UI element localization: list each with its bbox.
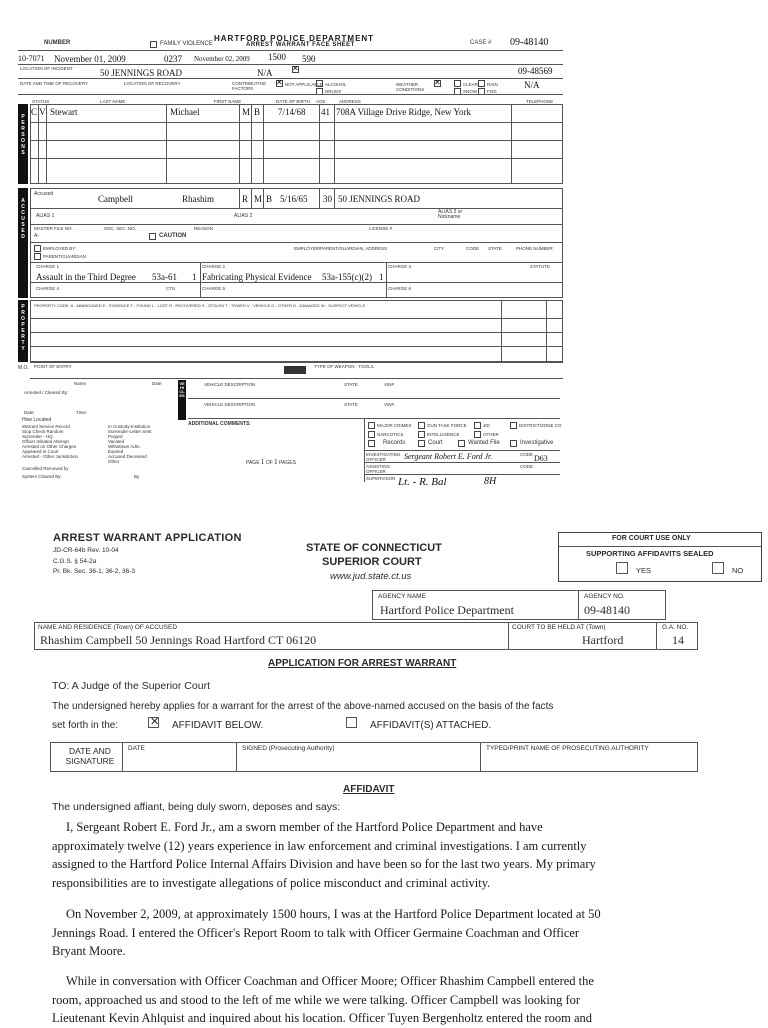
option: Accused Deceased: [108, 454, 147, 459]
time-of-incident: 0237: [164, 54, 182, 64]
page-label: PAGE: [246, 460, 260, 466]
age-label: AGE: [316, 99, 326, 104]
date-of-incident: November 01, 2009: [54, 54, 126, 64]
application-heading: APPLICATION FOR ARREST WARRANT: [268, 658, 457, 669]
option: Appeared in Court: [22, 449, 59, 454]
related-case-2: N/A: [524, 80, 540, 90]
vehicle-desc-label-2: VEHICLE DESCRIPTION: [204, 402, 256, 407]
date-time-recovery-label: DATE AND TIME OF RECOVERY: [20, 81, 89, 86]
case-number: 09-48140: [510, 37, 549, 48]
department-title: HARTFORD POLICE DEPARTMENT: [214, 34, 375, 43]
accused-first-name: Rhashim: [182, 194, 215, 204]
applies-line-1: The undersigned hereby applies for a warrant for the arrest of the above-named accused on the basis of the facts: [52, 701, 554, 712]
sworn-line: The undersigned affiant, being duly sworn, deposes and says:: [52, 801, 341, 813]
date-signature-label: DATE AND SIGNATURE: [65, 746, 115, 766]
mo-label: M.O.: [18, 365, 29, 371]
investigative-label: Investigative: [520, 440, 554, 446]
affidavits-sealed-label: SUPPORTING AFFIDAVITS SEALED: [586, 549, 714, 558]
officer-code: D63: [534, 454, 548, 463]
accused-race: B: [266, 194, 273, 204]
caution-checkbox[interactable]: [149, 233, 156, 240]
paragraph-2: [52, 905, 752, 961]
property-header: PROPERTY CODE: A - ABANDONED E - EVIDENCE F - FOUND L - LOST R - RECOVERED S - STOLEN T - TOWED V - VEHICLE O - OTHER D - DAMAGED W - SUSPECT VEHICLE: [34, 303, 366, 308]
location-value: 50 JENNINGS ROAD: [100, 68, 183, 78]
option: Officer Initiated Attempt: [22, 439, 69, 444]
ga-no: 14: [672, 633, 684, 647]
victim-address: 708A Village Drive Ridge, New York: [336, 107, 472, 117]
option: Arrested on Other Charges: [22, 444, 77, 449]
option: Arrested - Other Jurisdiction: [22, 454, 79, 459]
narcotics-checkbox[interactable]: [368, 431, 375, 438]
related-case: 09-48569: [518, 66, 553, 76]
officer-code-label: CODE: [520, 452, 534, 457]
major-crimes-label: MAJOR CRIMES: [377, 423, 412, 428]
cts2: 1: [379, 272, 384, 282]
charge1: Assault in the Third Degree: [36, 272, 136, 282]
charge1-label: CHARGE 1: [36, 264, 60, 269]
phone-label: PHONE NUMBER: [516, 246, 553, 251]
signed-label: SIGNED (Prosecuting Authority): [242, 745, 335, 752]
charge6-label: CHARGE 6: [388, 286, 412, 291]
vehicle-desc-label-1: VEHICLE DESCRIPTION: [204, 382, 256, 387]
supervisor-label: SUPERVISOR: [366, 476, 396, 481]
accused-sex: M: [254, 194, 263, 204]
officer-name: Sergeant Robert E. Ford Jr.: [404, 452, 493, 461]
accused-address: 50 JENNINGS ROAD: [338, 194, 421, 204]
paragraph-1-line: assigned to the Hartford Police Internal Affairs Division and have been so for the last two years. My primary: [52, 857, 596, 871]
jid-checkbox[interactable]: [474, 422, 481, 429]
supervisor-code: 8H: [484, 476, 497, 487]
additional-comments-label: ADDITIONAL COMMENTS:: [188, 421, 251, 427]
accused-r: R: [242, 194, 249, 204]
point-of-entry-label: POINT OF ENTRY: [34, 364, 72, 369]
address-label: ADDRESS: [339, 99, 361, 104]
records-label: Records: [383, 440, 406, 446]
court-heading: SUPERIOR COURT: [322, 556, 422, 568]
paragraph-3-line: room, approached us and stood to the left of me while we were talking. Officer Campbell was looking for: [52, 992, 581, 1007]
case-label: CASE #: [470, 40, 492, 46]
charge2-label: CHARGE 2: [202, 264, 226, 269]
system-cleared-label: System Cleared By:: [22, 474, 62, 479]
agency-name-label: AGENCY NAME: [378, 593, 426, 600]
location-label: LOCATION OF INCIDENT: [20, 66, 73, 71]
of-label: OF: [265, 460, 273, 466]
affidavit-attached-label: AFFIDAVIT(S) ATTACHED.: [370, 720, 492, 731]
master-file-label: MASTER FILE NO.: [34, 226, 73, 231]
vehicle-state-label-1: STATE: [344, 382, 358, 387]
option: Surrender - HQ: [22, 434, 53, 439]
court-town: Hartford: [582, 633, 624, 647]
persons-side-label: PERSONS: [21, 114, 25, 156]
accused-last-name: Campbell: [98, 194, 133, 204]
first-name-label: FIRST NAME: [214, 99, 242, 104]
charge3-label: CHARGE 3: [388, 264, 412, 269]
how-located-left: [22, 424, 104, 459]
cts-label: CTS: [166, 286, 175, 291]
intelligence-checkbox[interactable]: [418, 431, 425, 438]
charge4-label: CHARGE 4: [36, 286, 60, 291]
weapon-label: TYPE OF WEAPON - TOOLS: [314, 364, 374, 369]
rain-checkbox[interactable]: [478, 80, 485, 87]
number-label: NUMBER: [44, 40, 71, 46]
unit-number: 590: [302, 54, 316, 64]
sheet-subtitle: ARREST WARRANT FACE SHEET: [246, 42, 355, 48]
redacted-block: [284, 366, 306, 374]
to-line: TO: A Judge of the Superior Court: [52, 680, 210, 692]
license-label: LICENSE #: [369, 226, 393, 231]
alcohol-checkbox[interactable]: [316, 80, 323, 87]
pages-label: PAGES: [279, 460, 296, 466]
form-id: JD-CR-64b Rev. 10-04: [53, 547, 119, 554]
employer-label: EMPLOYER/PARENT/GUARDIAN, ADDRESS: [294, 246, 388, 251]
alias1-label: ALIAS 1: [36, 213, 55, 219]
investigative-checkbox[interactable]: [510, 440, 517, 447]
ssn-label: SOC. SEC. NO.: [104, 226, 137, 231]
telephone-label: TELEPHONE: [526, 99, 554, 104]
weather-label: WEATHER CONDITIONS: [396, 82, 425, 92]
dob-label: DATE OF BIRTH: [276, 99, 310, 104]
jid-label: JID: [483, 423, 490, 428]
agency-no: 09-48140: [584, 603, 630, 617]
victim-age: 41: [321, 107, 330, 117]
vin-label-1: VIN#: [384, 382, 395, 387]
charge2: Fabricating Physical Evidence: [202, 272, 312, 282]
victim-last-name: Stewart: [50, 107, 78, 117]
property-side-label: PROPERTY: [21, 304, 25, 352]
time-label: Time:: [76, 410, 88, 415]
clear-checkbox[interactable]: [454, 80, 461, 87]
affidavit-below-checkbox[interactable]: ✕: [150, 716, 160, 728]
paragraph-1-line: I, Sergeant Robert E. Ford Jr., am a sworn member of the Hartford Police Department and have: [66, 820, 543, 834]
rain-label: RAIN: [487, 82, 498, 87]
district-checkbox[interactable]: [510, 422, 517, 429]
pages-total: 1: [274, 458, 278, 466]
investigating-officer-label: INVESTIGATING OFFICER: [366, 452, 401, 462]
name-residence-label: NAME AND RESIDENCE (Town) OF ACCUSED: [38, 624, 178, 631]
option: Purged: [108, 434, 123, 439]
paragraph-1: [52, 818, 752, 892]
code-label: CODE: [466, 246, 480, 251]
parent-checkbox[interactable]: [34, 253, 41, 260]
wanted-label: Wanted File: [468, 440, 500, 446]
supervisor-signature: Lt. - R. Bal: [398, 476, 447, 488]
paragraph-1-line: approximately twelve (12) years experience in law enforcement and criminal investigations. I am currently: [52, 838, 587, 853]
vehicle-state-label-2: STATE: [344, 402, 358, 407]
caution-label: CAUTION: [159, 233, 187, 239]
victim-sex: M: [242, 107, 251, 117]
reason-label: REASON: [194, 226, 214, 231]
date-reported: November 02, 2009: [194, 55, 250, 63]
charge5-label: CHARGE 5: [202, 286, 226, 291]
paragraph-3-line: Lieutenant Kevin Ahlquist and inquired about his location. Officer Tuyen Bergenholtz entered the room and: [52, 1011, 593, 1025]
paragraph-3-line: While in conversation with Officer Coachman and Officer Moore; Officer Rhashim Campbell entered the: [66, 974, 594, 988]
city-label: CITY: [434, 246, 445, 251]
page-number: 1: [260, 458, 265, 466]
family-violence-checkbox[interactable]: [150, 41, 157, 48]
records-checkbox[interactable]: [368, 440, 375, 447]
wanted-checkbox[interactable]: [458, 440, 465, 447]
fog-label: FOG: [487, 89, 497, 94]
other-label: OTHER: [483, 432, 499, 437]
option: Warrant Service Record: [22, 424, 70, 429]
apt-value: N/A: [257, 68, 273, 78]
state-heading: STATE OF CONNECTICUT: [306, 542, 442, 554]
employed-label: EMPLOYED BY:: [43, 246, 77, 251]
clear-label: CLEAR: [463, 82, 479, 87]
option: Vacated: [108, 439, 125, 444]
report-ref: 10-7071: [18, 54, 45, 63]
website: www.jud.state.ct.us: [330, 571, 412, 582]
vin-label-2: VIN#: [384, 402, 395, 407]
arrested-by-label: Arrested / Cleared By:: [24, 390, 69, 395]
gun-task-label: GUN TASK FORCE: [427, 423, 467, 428]
cts1: 1: [192, 272, 197, 282]
statute-ref-2: Pr. Bk. Sec. 36-1, 36-2, 36-3: [53, 568, 136, 575]
accused-side-label: ACCUSED: [21, 198, 25, 240]
date-col-label: Date: [152, 381, 162, 386]
affidavit-heading: AFFIDAVIT: [343, 784, 395, 795]
name-label: Name: [74, 381, 87, 386]
option: Expired: [108, 449, 124, 454]
alcohol-label: ALCOHOL: [325, 82, 347, 87]
narcotics-label: NARCOTICS: [377, 432, 404, 437]
option: Other: [108, 459, 120, 464]
accused-label: Accused: [34, 191, 54, 197]
floor-checkbox[interactable]: [292, 66, 299, 73]
how-located-label: How Located: [22, 417, 52, 423]
page-indicator: [246, 460, 296, 466]
snow-label: SNOW: [463, 89, 477, 94]
option: Stop Check Random: [22, 429, 64, 434]
applies-line-2: set forth in the:: [52, 720, 119, 731]
victim-status: C V: [31, 107, 46, 117]
paragraph-3: [52, 972, 752, 1028]
court-label: Court: [428, 440, 443, 446]
parent-label: PARENT/GUARDIAN: [43, 254, 86, 259]
typed-name-label: TYPED/PRINT NAME OF PROSECUTING AUTHORITY: [486, 745, 649, 752]
how-located-right: [108, 424, 178, 464]
contributing-label: CONTRIBUTING FACTORS: [232, 81, 267, 91]
not-applicable-checkbox[interactable]: [276, 80, 283, 87]
employed-checkbox[interactable]: [34, 245, 41, 252]
assisting-officer-label: ASSISTING OFFICER: [366, 464, 391, 474]
gun-task-checkbox[interactable]: [418, 422, 425, 429]
last-name-label: LAST NAME: [100, 99, 126, 104]
court-use-label: FOR COURT USE ONLY: [612, 535, 691, 542]
statute-ref-1: C.G.S. § 54-2a: [53, 558, 97, 565]
not-applicable-label: NOT APPLICABLE: [285, 82, 323, 87]
alias3-label: ALIAS 3 or Nickname: [438, 209, 463, 220]
by-label: By: [134, 474, 140, 479]
major-crimes-checkbox[interactable]: [368, 422, 375, 429]
weather-na-checkbox[interactable]: [434, 80, 441, 87]
agency-no-label: AGENCY NO.: [584, 593, 625, 600]
accused-dob: 5/16/65: [280, 194, 308, 204]
statute2: 53a-155(c)(2): [322, 272, 372, 282]
date-label: Date:: [24, 410, 35, 415]
court-held-label: COURT TO BE HELD AT (Town): [512, 624, 606, 631]
victim-race: B: [254, 107, 261, 117]
family-violence-label: FAMILY VIOLENCE: [160, 41, 213, 47]
drugs-label: DRUGS: [325, 89, 342, 94]
yes-label: YES: [636, 566, 652, 575]
option: Withdrawn Adm.: [108, 444, 141, 449]
master-file-value: A-: [34, 233, 39, 239]
paragraph-2-line: Jennings Road. I entered the Officer's Report Room to talk with Officer Germaine Coachman and Officer: [52, 925, 580, 940]
option: In Custody-Institution: [108, 424, 151, 429]
victim-dob: 7/14/68: [278, 107, 306, 117]
alias2-label: ALIAS 2: [234, 213, 253, 219]
cancelled-label: Cancelled Removed by: [22, 466, 69, 471]
assisting-code-label: CODE: [520, 464, 534, 469]
state-label: STATE: [488, 246, 502, 251]
affidavit-attached-checkbox[interactable]: [346, 717, 357, 728]
paragraph-2-line: Bryant Moore.: [52, 944, 126, 958]
affidavit-below-label: AFFIDAVIT BELOW.: [172, 720, 264, 731]
victim-first-name: Michael: [170, 107, 200, 117]
paragraph-2-line: On November 2, 2009, at approximately 1500 hours, I was at the Hartford Police Department located at 50: [66, 907, 601, 921]
intelligence-label: INTELLIGENCE: [427, 432, 460, 437]
court-checkbox[interactable]: [418, 440, 425, 447]
yes-checkbox[interactable]: [616, 562, 628, 574]
no-label: NO: [732, 566, 744, 575]
time-reported: 1500: [268, 52, 286, 62]
statute1: 53a-61: [152, 272, 177, 282]
agency-name: Hartford Police Department: [380, 603, 514, 617]
face-sheet: [14, 28, 606, 488]
name-residence: Rhashim Campbell 50 Jennings Road Hartford CT 06120: [40, 633, 317, 647]
accused-age: 30: [323, 194, 332, 204]
other-checkbox[interactable]: [474, 431, 481, 438]
status-label: STATUS: [32, 99, 50, 104]
location-recovery-label: LOCATION OF RECOVERY: [124, 81, 181, 86]
district-label: DISTRICT/ZONE CO: [519, 423, 562, 428]
no-checkbox[interactable]: [712, 562, 724, 574]
paragraph-1-line: responsibilities are to investigate allegations of police misconduct and criminal activity.: [52, 875, 491, 890]
ga-label: G.A. NO.: [662, 624, 689, 631]
app-title: ARREST WARRANT APPLICATION: [53, 532, 242, 544]
statute-label: STATUTE: [530, 264, 550, 269]
date-label: DATE: [128, 745, 145, 752]
option: Surrender-Letter Sent: [108, 429, 152, 434]
vehicles-side-label: VEHICLES: [179, 381, 185, 398]
